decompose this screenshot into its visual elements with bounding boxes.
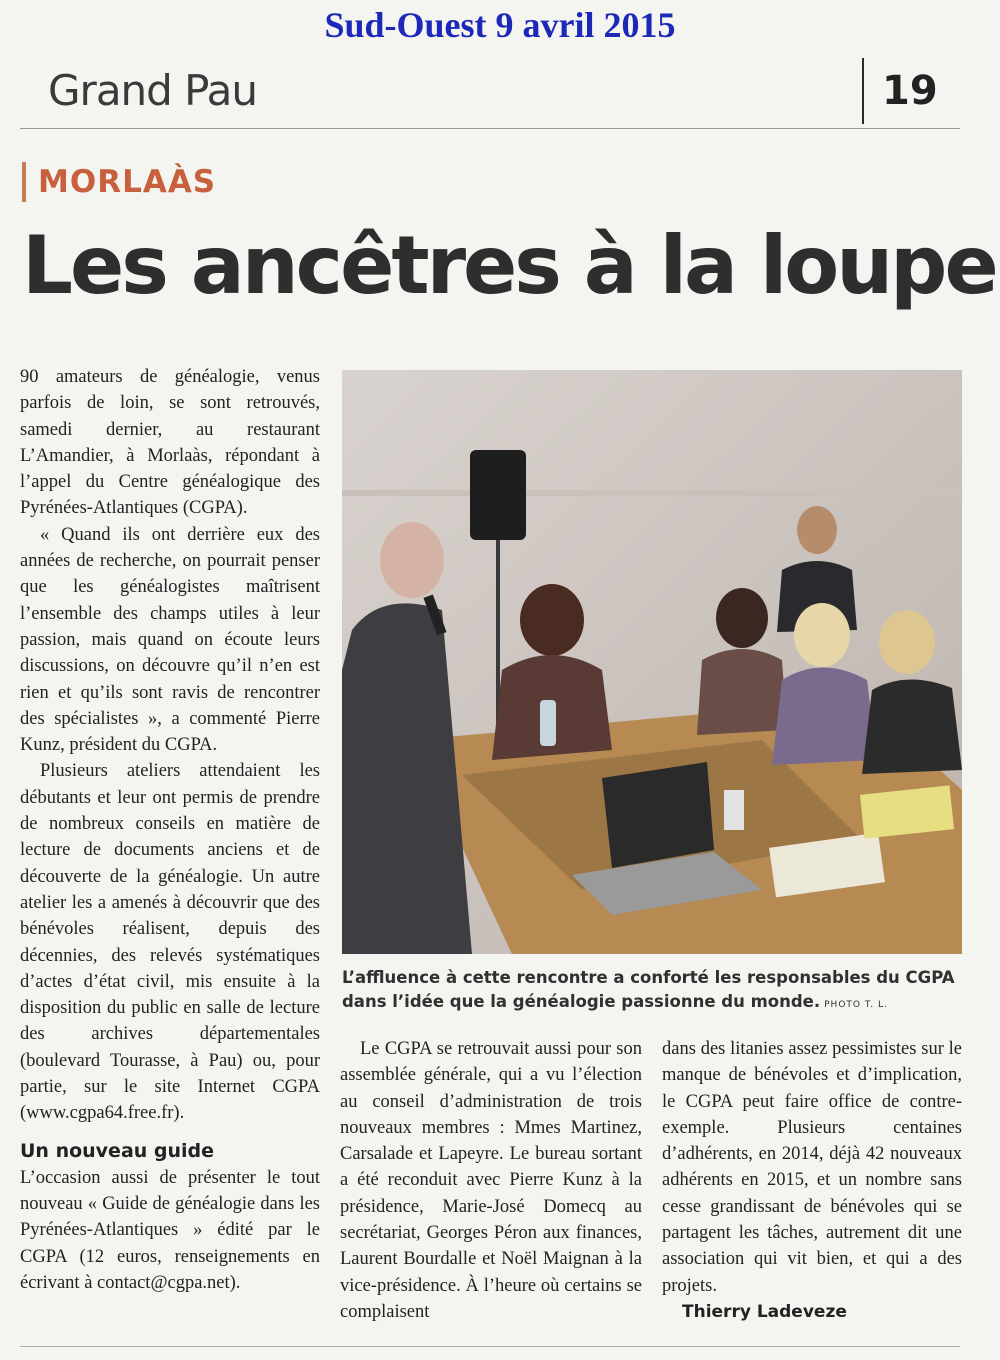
newspaper-source-header: Sud-Ouest 9 avril 2015 — [324, 5, 676, 45]
caption-text: L’affluence à cette rencontre a conforté les responsables du CGPA dans l’idée que la généalogie passionne du monde. — [342, 968, 955, 1011]
photo-caption — [342, 966, 962, 1017]
article-headline: Les ancêtres à la loupe — [22, 219, 996, 312]
photo-credit: PHOTO T. L. — [824, 1000, 888, 1010]
paragraph-quote: « Quand ils ont derrière eux des années de recherche, on pourrait penser que les généalogistes maîtrisent l’ensemble des champs utiles à leur passion, mais quand on écoute leurs discussions, on découvre qu’il n’en est rien et qu’ils sont ravis de rencontrer des spécialistes », a commenté Pierre Kunz, président du CGPA. — [20, 524, 320, 756]
paragraph-general-assembly: Le CGPA se retrouvait aussi pour son assemblée générale, qui a vu l’élection au conseil d’administration de trois nouveaux membres : Mmes Martinez, Carsalade et Lapeyre. Le bureau sortant a été reconduit avec Pierre Kunz à la présidence, Marie-José Domecq au secrétariat, Georges Péron aux finances, Laurent Bourdalle et Noël Maignan à la vice-présidence. À l’heure où certains se complaisent — [340, 1039, 642, 1322]
paragraph-conclusion: dans des litanies assez pessimistes sur le manque de bénévoles et d’implication, le CGPA peut faire office de contre-exemple. Plusieurs centaines d’adhérents, en 2014, déjà 42 nouveaux adhérents en 2015, et un nombre sans cesse grandissant de bénévoles qui se partagent les tâches, autrement dit une association qui vit bien, et qui a des projets. — [662, 1039, 962, 1296]
page-number: 19 — [862, 58, 958, 124]
locality-label: MORLAÀS — [22, 162, 216, 202]
subheading-new-guide: Un nouveau guide — [20, 1139, 215, 1162]
author-signature: Thierry Ladeveze — [682, 1301, 847, 1322]
article-column-1 — [20, 364, 320, 1296]
header-rule — [20, 128, 960, 129]
article-photo — [342, 370, 962, 954]
paragraph-intro: 90 amateurs de généalogie, venus parfois de loin, se sont retrouvés, samedi dernier, au restaurant L’Amandier, à Morlaàs, répondant à l’appel du Centre généalogique des Pyrénées-Atlantiques (CGPA). — [20, 367, 320, 519]
article-column-2 — [340, 1036, 642, 1325]
article-column-3 — [662, 1036, 962, 1325]
paragraph-guide: L’occasion aussi de présenter le tout nouveau « Guide de généalogie dans les Pyrénées-Atlantiques » édité par le CGPA (12 euros, renseignements en écrivant à contact@cgpa.net). — [20, 1167, 320, 1293]
meeting-photo-illustration — [342, 370, 962, 954]
section-title: Grand Pau — [48, 66, 257, 115]
paragraph-workshops: Plusieurs ateliers attendaient les débutants et leur ont permis de prendre de nombreux conseils en matière de lecture de documents anciens et de découverte de la généalogie. Un autre atelier les a amenés à découvrir que des bénévoles réalisent, depuis des décennies, des relevés systématiques d’actes d’état civil, mis ensuite à la disposition du public en salle de lecture des archives départementales (boulevard Tourasse, à Pau) ou, pour partie, sur le site Internet CGPA (www.cgpa64.free.fr). — [20, 761, 320, 1124]
footer-rule — [20, 1346, 960, 1347]
